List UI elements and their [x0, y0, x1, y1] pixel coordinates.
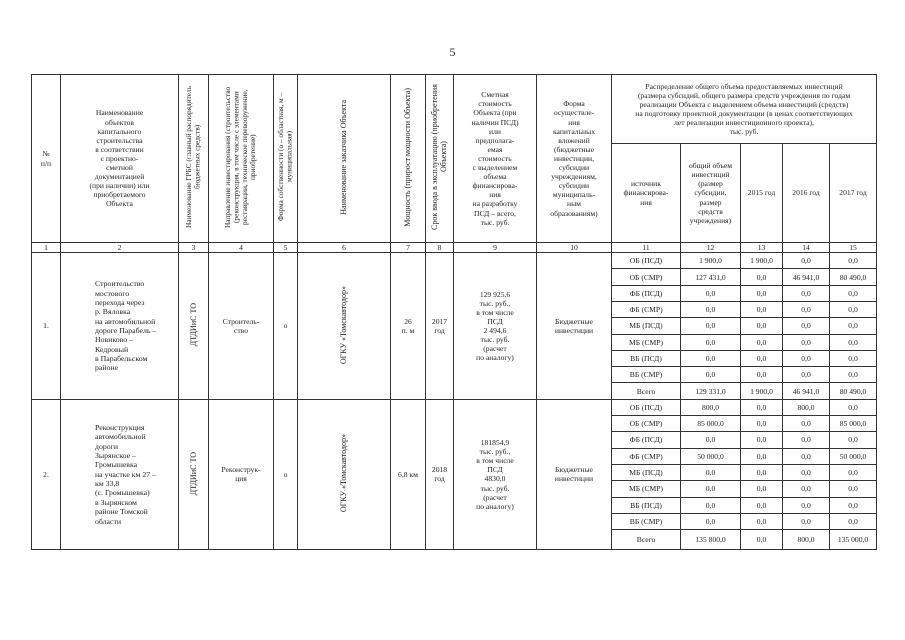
funding-source: ОБ (СМР): [612, 269, 681, 285]
total-value: 0,0: [681, 334, 741, 350]
value-2016: 0,0: [783, 302, 830, 318]
object-direction: Реконструк- ция: [209, 399, 274, 549]
value-2015: 0,0: [741, 367, 783, 383]
value-2015: 0,0: [741, 285, 783, 301]
object-number: 1.: [32, 253, 61, 400]
object-capacity: 26 п. м: [391, 253, 426, 400]
page-number: 5: [449, 45, 456, 59]
value-2017: 80 490,0: [830, 383, 877, 399]
header-ownership: Форма собственности (о – областная, м – муниципальная): [274, 75, 298, 243]
value-2016: 0,0: [783, 253, 830, 269]
total-value: 0,0: [681, 367, 741, 383]
value-2017: 0,0: [830, 464, 877, 480]
funding-source: ВБ (ПСД): [612, 350, 681, 366]
value-2016: 0,0: [783, 367, 830, 383]
value-2016: 0,0: [783, 497, 830, 513]
object-name: Строительство мостового перехода через р. Вяловка на автомобильной дороге Парабель – Новиково – Кедровый в Парабельском районе: [61, 253, 179, 400]
total-value: 0,0: [681, 350, 741, 366]
value-2015: 1 900,0: [741, 383, 783, 399]
column-number: 4: [209, 243, 274, 253]
total-value: 127 431,0: [681, 269, 741, 285]
funding-source: ВБ (СМР): [612, 367, 681, 383]
value-2016: 800,0: [783, 530, 830, 550]
header-funding-source: источник финансирова- ния: [612, 144, 681, 243]
funding-source: ФБ (ПСД): [612, 285, 681, 301]
column-number-row: [32, 243, 877, 253]
object-term: 2018 год: [426, 399, 454, 549]
value-2015: 1 900,0: [741, 253, 783, 269]
value-2016: 0,0: [783, 448, 830, 464]
column-number: 9: [454, 243, 537, 253]
header-year-2017: 2017 год: [830, 144, 877, 243]
object-ownership: о: [274, 253, 298, 400]
value-2017: 0,0: [830, 253, 877, 269]
value-2016: 46 941,0: [783, 269, 830, 285]
funding-source: ВБ (СМР): [612, 513, 681, 529]
value-2015: 0,0: [741, 318, 783, 334]
value-2016: 0,0: [783, 334, 830, 350]
value-2015: 0,0: [741, 269, 783, 285]
column-number: 2: [61, 243, 179, 253]
column-number: 3: [179, 243, 209, 253]
value-2015: 0,0: [741, 399, 783, 415]
object-ownership: о: [274, 399, 298, 549]
total-value: 0,0: [681, 302, 741, 318]
header-year-2015: 2015 год: [741, 144, 783, 243]
value-2015: 0,0: [741, 334, 783, 350]
total-value: 0,0: [681, 285, 741, 301]
object-capacity: 6,8 км: [391, 399, 426, 549]
funding-source: МБ (СМР): [612, 334, 681, 350]
column-number: 8: [426, 243, 454, 253]
object-grbs: ДТДИиС ТО: [179, 253, 209, 400]
column-number: 6: [298, 243, 391, 253]
value-2017: 0,0: [830, 334, 877, 350]
column-number: 13: [741, 243, 783, 253]
object-investment-form: Бюджетные инвестиции: [537, 253, 612, 400]
header-capacity: Мощность (прирост мощности Объекта): [391, 75, 426, 243]
value-2017: 85 000,0: [830, 416, 877, 432]
total-value: 0,0: [681, 432, 741, 448]
column-number: 11: [612, 243, 681, 253]
header-year-2016: 2016 год: [783, 144, 830, 243]
value-2016: 0,0: [783, 432, 830, 448]
value-2017: 0,0: [830, 318, 877, 334]
object-number: 2.: [32, 399, 61, 549]
object-investment-form: Бюджетные инвестиции: [537, 399, 612, 549]
header-number: № п/п: [32, 75, 61, 243]
column-number: 15: [830, 243, 877, 253]
value-2017: 0,0: [830, 399, 877, 415]
column-number: 1: [32, 243, 61, 253]
total-value: 1 900,0: [681, 253, 741, 269]
total-value: 85 000,0: [681, 416, 741, 432]
funding-source: ФБ (СМР): [612, 302, 681, 318]
header-term: Срок ввода в эксплуатацию (приобретения Объекта): [426, 75, 454, 243]
column-number: 7: [391, 243, 426, 253]
value-2017: 0,0: [830, 367, 877, 383]
value-2017: 0,0: [830, 302, 877, 318]
object-cost: 181854,9 тыс. руб., в том числе ПСД 4830,0 тыс. руб. (расчет по аналогу): [454, 399, 537, 549]
value-2016: 0,0: [783, 416, 830, 432]
value-2017: 0,0: [830, 350, 877, 366]
funding-source: ВБ (ПСД): [612, 497, 681, 513]
value-2017: 0,0: [830, 432, 877, 448]
total-value: 0,0: [681, 464, 741, 480]
value-2017: 50 000,0: [830, 448, 877, 464]
investment-table: [31, 74, 877, 550]
value-2015: 0,0: [741, 530, 783, 550]
value-2017: 135 000,0: [830, 530, 877, 550]
total-value: 800,0: [681, 399, 741, 415]
value-2016: 46 941,0: [783, 383, 830, 399]
value-2016: 0,0: [783, 464, 830, 480]
column-number: 12: [681, 243, 741, 253]
header-cost: Сметная стоимость Объекта (при наличии ПСД) или предполага- емая стоимость с выделением объема финансирова- ния на разработку ПСД – всего, тыс. руб.: [454, 75, 537, 243]
total-value: 0,0: [681, 497, 741, 513]
value-2015: 0,0: [741, 464, 783, 480]
value-2015: 0,0: [741, 302, 783, 318]
funding-source: МБ (СМР): [612, 481, 681, 497]
value-2016: 800,0: [783, 399, 830, 415]
header-investment-form: Форма осуществле- ния капитальных вложений (бюджетные инвестиции, субсидии учреждениям, субсидии муниципаль- ным образованиям): [537, 75, 612, 243]
value-2015: 0,0: [741, 497, 783, 513]
column-number: 14: [783, 243, 830, 253]
total-value: 50 000,0: [681, 448, 741, 464]
value-2015: 0,0: [741, 416, 783, 432]
value-2015: 0,0: [741, 481, 783, 497]
funding-source: Всего: [612, 530, 681, 550]
funding-source: ОБ (ПСД): [612, 253, 681, 269]
value-2016: 0,0: [783, 318, 830, 334]
funding-source: ФБ (СМР): [612, 448, 681, 464]
total-value: 0,0: [681, 513, 741, 529]
column-number: 10: [537, 243, 612, 253]
header-row-1: [32, 75, 877, 144]
value-2017: 0,0: [830, 497, 877, 513]
value-2016: 0,0: [783, 285, 830, 301]
object-term: 2017 год: [426, 253, 454, 400]
header-distribution: Распределение общего объема предоставляемых инвестиций (размера субсидий, общего размера средств учреждения по годам реализации Объекта с выделением объема инвестиций (средств) на подготовку проектной документации (в ценах соответствующих лет реализации инвестиционного проекта), тыс. руб.: [612, 75, 877, 144]
value-2015: 0,0: [741, 432, 783, 448]
value-2016: 0,0: [783, 481, 830, 497]
value-2016: 0,0: [783, 350, 830, 366]
funding-source: ОБ (СМР): [612, 416, 681, 432]
funding-source: ФБ (ПСД): [612, 432, 681, 448]
value-2017: 0,0: [830, 513, 877, 529]
object-direction: Строитель- ство: [209, 253, 274, 400]
object-name: Реконструкция автомобильной дороги Зырянское – Громышевка на участке км 27 – км 33,8 (с. Громышевка) в Зырянском районе Томской области: [61, 399, 179, 549]
header-direction: Направление инвестирования (строительство (реконструкция, в том числе с элементами реставрации, техническое перевооружение, приобретение): [209, 75, 274, 243]
total-value: 129 331,0: [681, 383, 741, 399]
object-1-row: [32, 253, 877, 269]
header-grbs: Наименование ГРБС (главный распорядитель бюджетных средств): [179, 75, 209, 243]
object-customer: ОГКУ «Томскавтодор»: [298, 399, 391, 549]
funding-source: ОБ (ПСД): [612, 399, 681, 415]
object-grbs: ДТДИиС ТО: [179, 399, 209, 549]
object-customer: ОГКУ «Томскавтодор»: [298, 253, 391, 400]
total-value: 135 800,0: [681, 530, 741, 550]
value-2016: 0,0: [783, 513, 830, 529]
funding-source: МБ (ПСД): [612, 318, 681, 334]
funding-source: МБ (ПСД): [612, 464, 681, 480]
value-2015: 0,0: [741, 448, 783, 464]
header-object-name: Наименование объектов капитального строительства в соответствии с проектно- сметной документацией (при наличии) или приобретаемого Объекта: [61, 75, 179, 243]
column-number: 5: [274, 243, 298, 253]
value-2017: 0,0: [830, 285, 877, 301]
value-2015: 0,0: [741, 350, 783, 366]
header-customer: Наименование заказчика Объекта: [298, 75, 391, 243]
total-value: 0,0: [681, 318, 741, 334]
total-value: 0,0: [681, 481, 741, 497]
value-2015: 0,0: [741, 513, 783, 529]
object-2-row: [32, 399, 877, 415]
object-cost: 129 925,6 тыс. руб., в том числе ПСД 2 494,6 тыс. руб. (расчет по аналогу): [454, 253, 537, 400]
funding-source: Всего: [612, 383, 681, 399]
value-2017: 0,0: [830, 481, 877, 497]
value-2017: 80 490,0: [830, 269, 877, 285]
header-total-volume: общий объем инвестиций (размер субсидии, размер средств учреждения): [681, 144, 741, 243]
